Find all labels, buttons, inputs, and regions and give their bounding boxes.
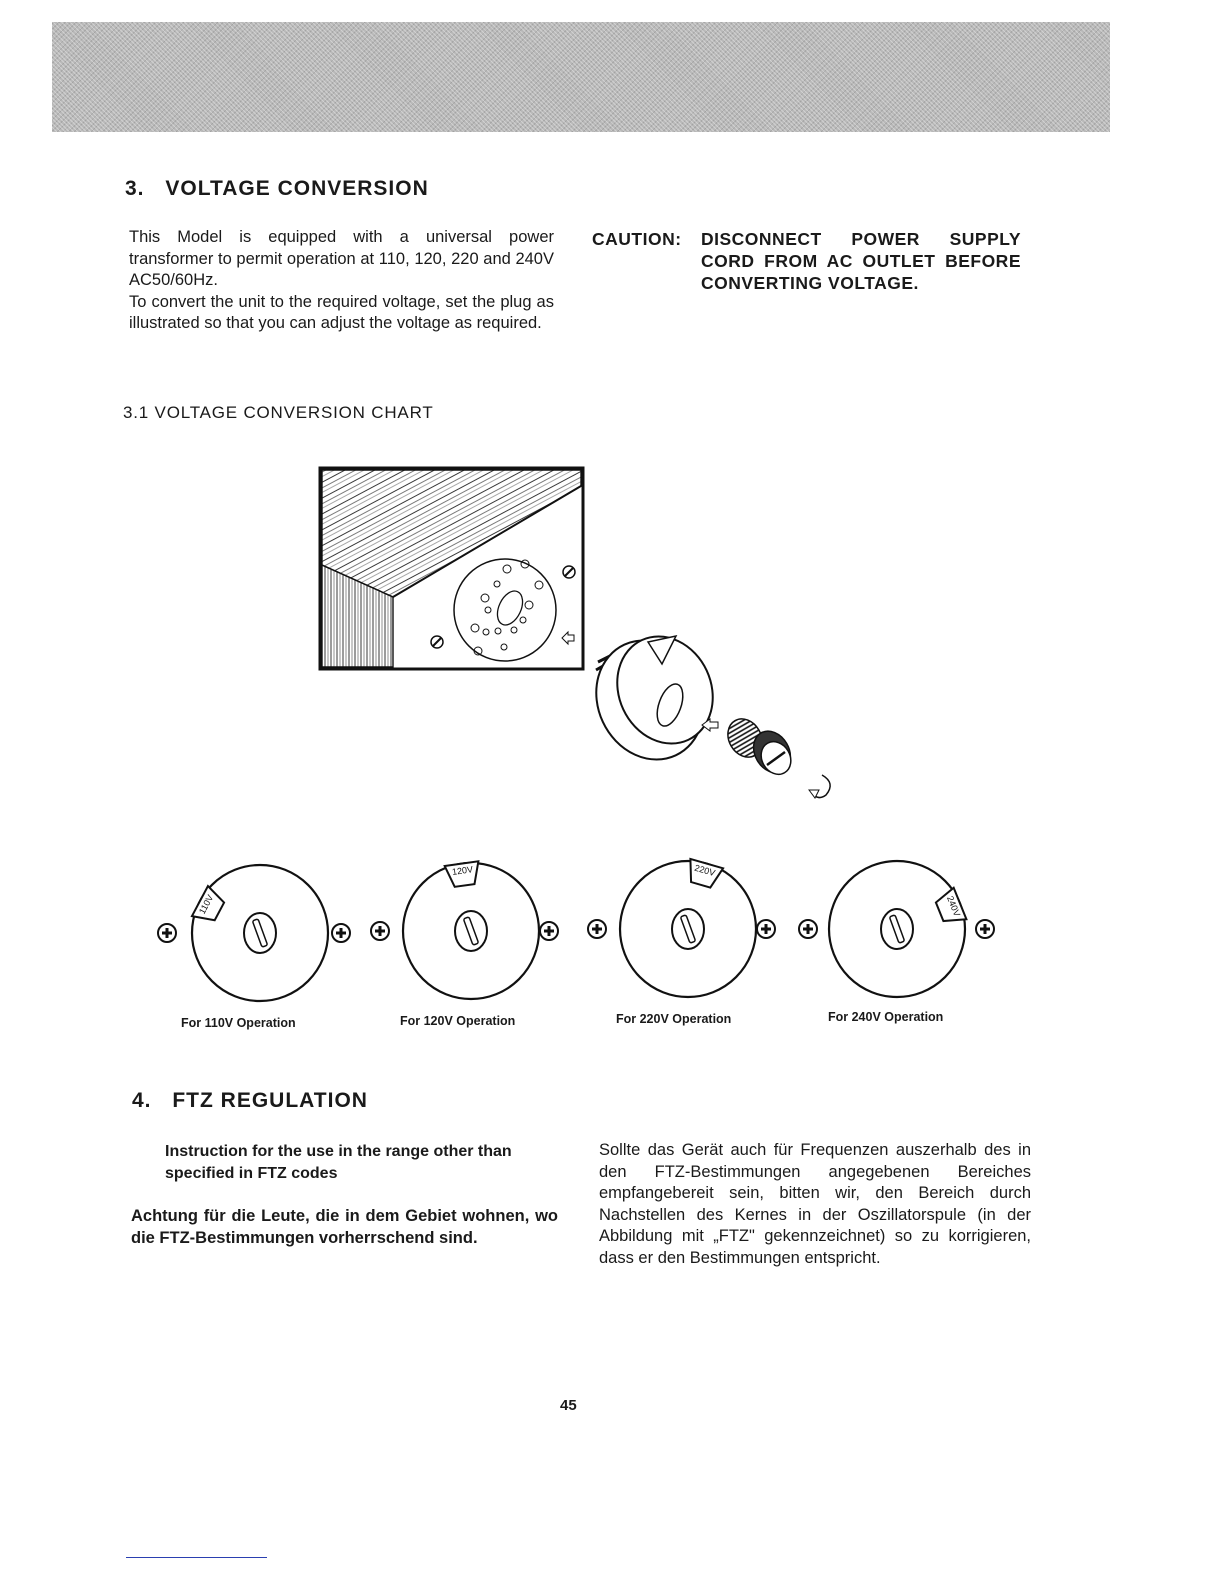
screw-right: [540, 922, 558, 940]
section-3-paragraph-1: This Model is equipped with a universal power transformer to permit operation at 110, 120, 220 and 240V AC50/60Hz.: [129, 228, 554, 289]
footer-rule: [126, 1557, 267, 1558]
voltage-dial-240v: [829, 861, 966, 997]
dial-label-220v: For 220V Operation: [616, 1012, 732, 1026]
ftz-body-german: Sollte das Gerät auch für Frequenzen auszerhalb des in den FTZ-Bestimmungen angegebenen Bereiches empfangebereit sein, bitten wir, den Bereich durch Nachstellen des Kernes in der Oszillatorspule (in der Abbildung mit „FTZ" gekennzeichnet) so zu korrigieren, dass er den Bestimmungen entspricht.: [599, 1141, 1031, 1267]
screw-right: [757, 920, 775, 938]
voltage-tab-label: 110V: [196, 893, 216, 916]
ftz-instruction-english: Instruction for the use in the range other than specified in FTZ codes: [165, 1143, 512, 1182]
screw-left: [588, 920, 606, 938]
section-3-1-title: 3.1 VOLTAGE CONVERSION CHART: [123, 403, 434, 422]
screw-left: [799, 920, 817, 938]
dial-label-110v: For 110V Operation: [181, 1016, 296, 1030]
dial-label-120v: For 120V Operation: [400, 1014, 516, 1028]
voltage-dial-120v: [403, 861, 539, 999]
ftz-instruction-german: Achtung für die Leute, die in dem Gebiet wohnen, wo die FTZ-Bestimmungen vorherrschend sind.: [131, 1207, 558, 1247]
section-4-title: FTZ REGULATION: [172, 1089, 368, 1112]
screw-left: [371, 922, 389, 940]
caution-text: DISCONNECT POWER SUPPLY CORD FROM AC OUTLET BEFORE CONVERTING VOLTAGE.: [701, 229, 1021, 293]
section-4-number: 4.: [132, 1089, 152, 1112]
dial-label-240v: For 240V Operation: [828, 1010, 944, 1024]
screw-right: [332, 924, 350, 942]
caution-label: CAUTION:: [592, 229, 682, 249]
voltage-tab-label: 220V: [693, 862, 717, 879]
voltage-dial-110v: [192, 865, 328, 1001]
screw-left: [158, 924, 176, 942]
voltage-tab-label: 120V: [451, 864, 474, 878]
section-3-number: 3.: [125, 177, 145, 200]
screw-right: [976, 920, 994, 938]
page-number: 45: [560, 1397, 577, 1414]
voltage-tab-label: 240V: [944, 894, 963, 918]
section-3-title: VOLTAGE CONVERSION: [165, 177, 429, 200]
voltage-dial-220v: [620, 859, 756, 997]
section-3-paragraph-2: To convert the unit to the required voltage, set the plug as illustrated so that you can adjust the voltage as required.: [129, 292, 554, 332]
section-4-heading: [132, 1089, 368, 1113]
